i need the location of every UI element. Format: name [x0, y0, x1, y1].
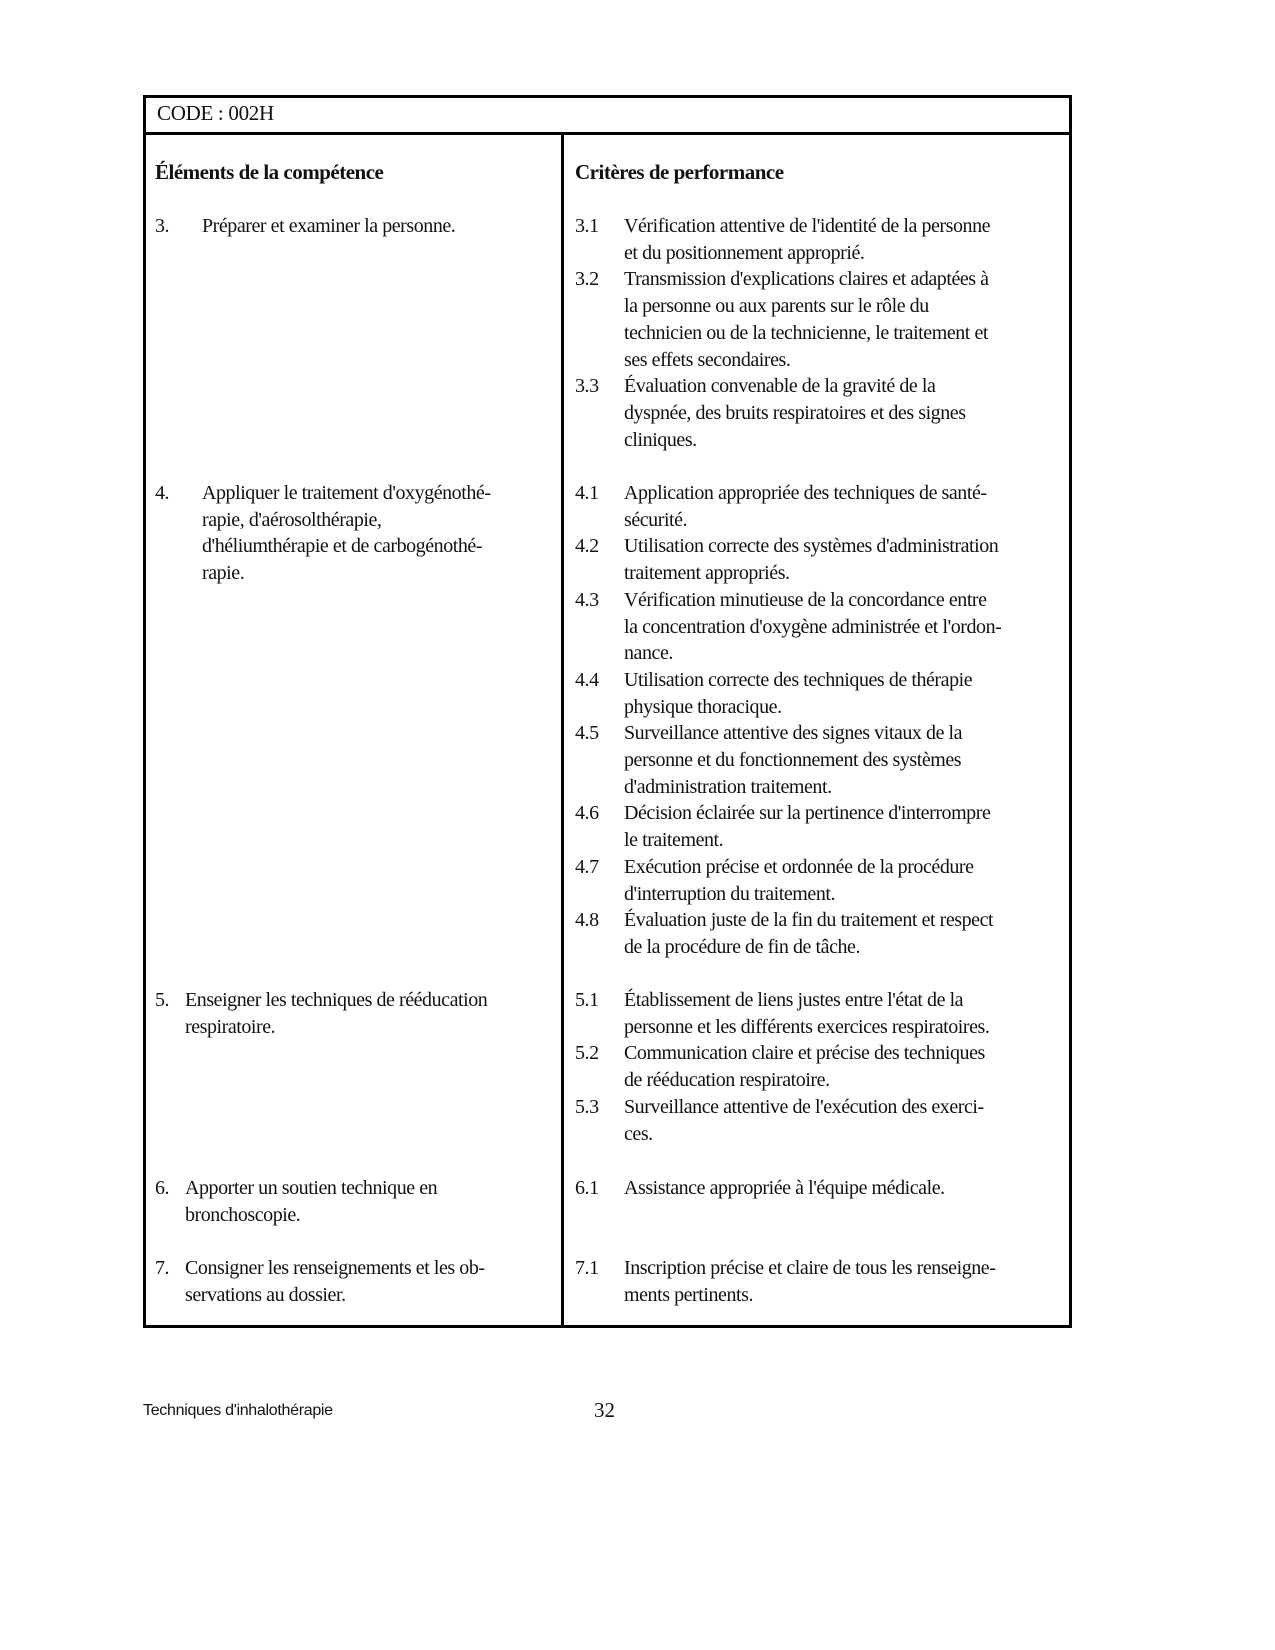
- criterion-text-line: la concentration d'oxygène administrée et l'ordon-: [624, 615, 1002, 638]
- element-number: 4.: [155, 482, 170, 504]
- criterion-text-line: Décision éclairée sur la pertinence d'interrompre: [624, 802, 991, 825]
- element-text-line: Préparer et examiner la personne.: [202, 215, 456, 237]
- element-number: 6.: [155, 1177, 170, 1199]
- criterion-text-line: sécurité.: [624, 508, 688, 531]
- criterion-number: 3.3: [575, 375, 599, 398]
- criterion-text-line: d'administration traitement.: [624, 775, 832, 798]
- criterion-number: 4.4: [575, 668, 599, 691]
- element-text-line: bronchoscopie.: [185, 1203, 301, 1226]
- criterion-number: 4.3: [575, 588, 599, 611]
- element-number: 7.: [155, 1257, 170, 1279]
- criterion-text-line: et du positionnement approprié.: [624, 241, 865, 264]
- criterion-number: 4.5: [575, 722, 599, 745]
- criterion-text-line: personne et les différents exercices respiratoires.: [624, 1015, 990, 1038]
- criterion-text-line: physique thoracique.: [624, 695, 782, 718]
- criterion-text-line: Surveillance attentive de l'exécution des exerci-: [624, 1095, 984, 1118]
- criterion-text-line: ments pertinents.: [624, 1283, 753, 1306]
- criterion-text-line: d'interruption du traitement.: [624, 882, 836, 905]
- criterion-text-line: Évaluation convenable de la gravité de la: [624, 375, 936, 398]
- criterion-text-line: traitement appropriés.: [624, 562, 790, 585]
- competency-table: [143, 95, 1072, 1328]
- header-criteria: Critères de performance: [575, 160, 784, 184]
- criterion-text-line: ses effets secondaires.: [624, 348, 791, 371]
- element-text-line: Appliquer le traitement d'oxygénothé-: [202, 482, 491, 504]
- element-number: 3.: [155, 215, 170, 237]
- criterion-number: 4.7: [575, 855, 599, 878]
- criterion-text-line: le traitement.: [624, 829, 724, 852]
- column-divider: [561, 135, 564, 1325]
- element-text-line: rapie.: [202, 562, 245, 585]
- page-number: 32: [594, 1398, 615, 1422]
- criterion-text-line: personne et du fonctionnement des systèmes: [624, 749, 962, 771]
- footer-title: Techniques d'inhalothérapie: [143, 1402, 333, 1419]
- criterion-number: 5.3: [575, 1095, 599, 1118]
- element-text-line: respiratoire.: [185, 1015, 276, 1038]
- criterion-text-line: Établissement de liens justes entre l'état de la: [624, 989, 964, 1011]
- criterion-text-line: Assistance appropriée à l'équipe médicale.: [624, 1177, 945, 1199]
- criterion-text-line: Utilisation correcte des techniques de thérapie: [624, 668, 973, 691]
- element-text-line: rapie, d'aérosolthérapie,: [202, 508, 382, 531]
- criterion-number: 4.8: [575, 909, 599, 932]
- element-number: 5.: [155, 989, 170, 1011]
- criterion-text-line: Inscription précise et claire de tous les renseigne-: [624, 1257, 996, 1279]
- criterion-text-line: Communication claire et précise des techniques: [624, 1042, 985, 1065]
- criterion-text-line: Utilisation correcte des systèmes d'administration: [624, 535, 999, 558]
- criterion-number: 4.1: [575, 482, 599, 504]
- criterion-number: 3.1: [575, 215, 599, 237]
- criterion-number: 5.2: [575, 1042, 599, 1065]
- criterion-number: 6.1: [575, 1177, 599, 1199]
- criterion-text-line: Vérification attentive de l'identité de la personne: [624, 215, 991, 237]
- element-text-line: Enseigner les techniques de rééducation: [185, 989, 488, 1011]
- criterion-number: 3.2: [575, 268, 599, 291]
- header-elements: Éléments de la compétence: [155, 160, 384, 184]
- element-text-line: d'héliumthérapie et de carbogénothé-: [202, 535, 483, 558]
- criterion-text-line: ces.: [624, 1122, 653, 1145]
- criterion-text-line: Surveillance attentive des signes vitaux de la: [624, 722, 963, 745]
- criterion-number: 5.1: [575, 989, 599, 1011]
- criterion-text-line: la personne ou aux parents sur le rôle du: [624, 295, 929, 318]
- code-label: CODE : 002H: [157, 101, 274, 125]
- criterion-text-line: Application appropriée des techniques de santé-: [624, 482, 987, 504]
- criterion-number: 4.6: [575, 802, 599, 825]
- criterion-text-line: nance.: [624, 642, 673, 665]
- criterion-text-line: de la procédure de fin de tâche.: [624, 935, 861, 958]
- criterion-text-line: de rééducation respiratoire.: [624, 1069, 830, 1092]
- code-row: [146, 98, 1069, 135]
- element-text-line: Apporter un soutien technique en: [185, 1177, 438, 1199]
- criterion-text-line: technicien ou de la technicienne, le traitement et: [624, 321, 988, 344]
- criterion-text-line: Transmission d'explications claires et adaptées à: [624, 268, 989, 291]
- element-text-line: servations au dossier.: [185, 1283, 346, 1306]
- criterion-number: 7.1: [575, 1257, 599, 1279]
- criterion-text-line: Exécution précise et ordonnée de la procédure: [624, 855, 974, 878]
- criterion-number: 4.2: [575, 535, 599, 558]
- criterion-text-line: Évaluation juste de la fin du traitement et respect: [624, 909, 994, 932]
- criterion-text-line: cliniques.: [624, 428, 697, 451]
- criterion-text-line: Vérification minutieuse de la concordance entre: [624, 588, 987, 611]
- element-text-line: Consigner les renseignements et les ob-: [185, 1257, 485, 1279]
- criterion-text-line: dyspnée, des bruits respiratoires et des signes: [624, 401, 966, 424]
